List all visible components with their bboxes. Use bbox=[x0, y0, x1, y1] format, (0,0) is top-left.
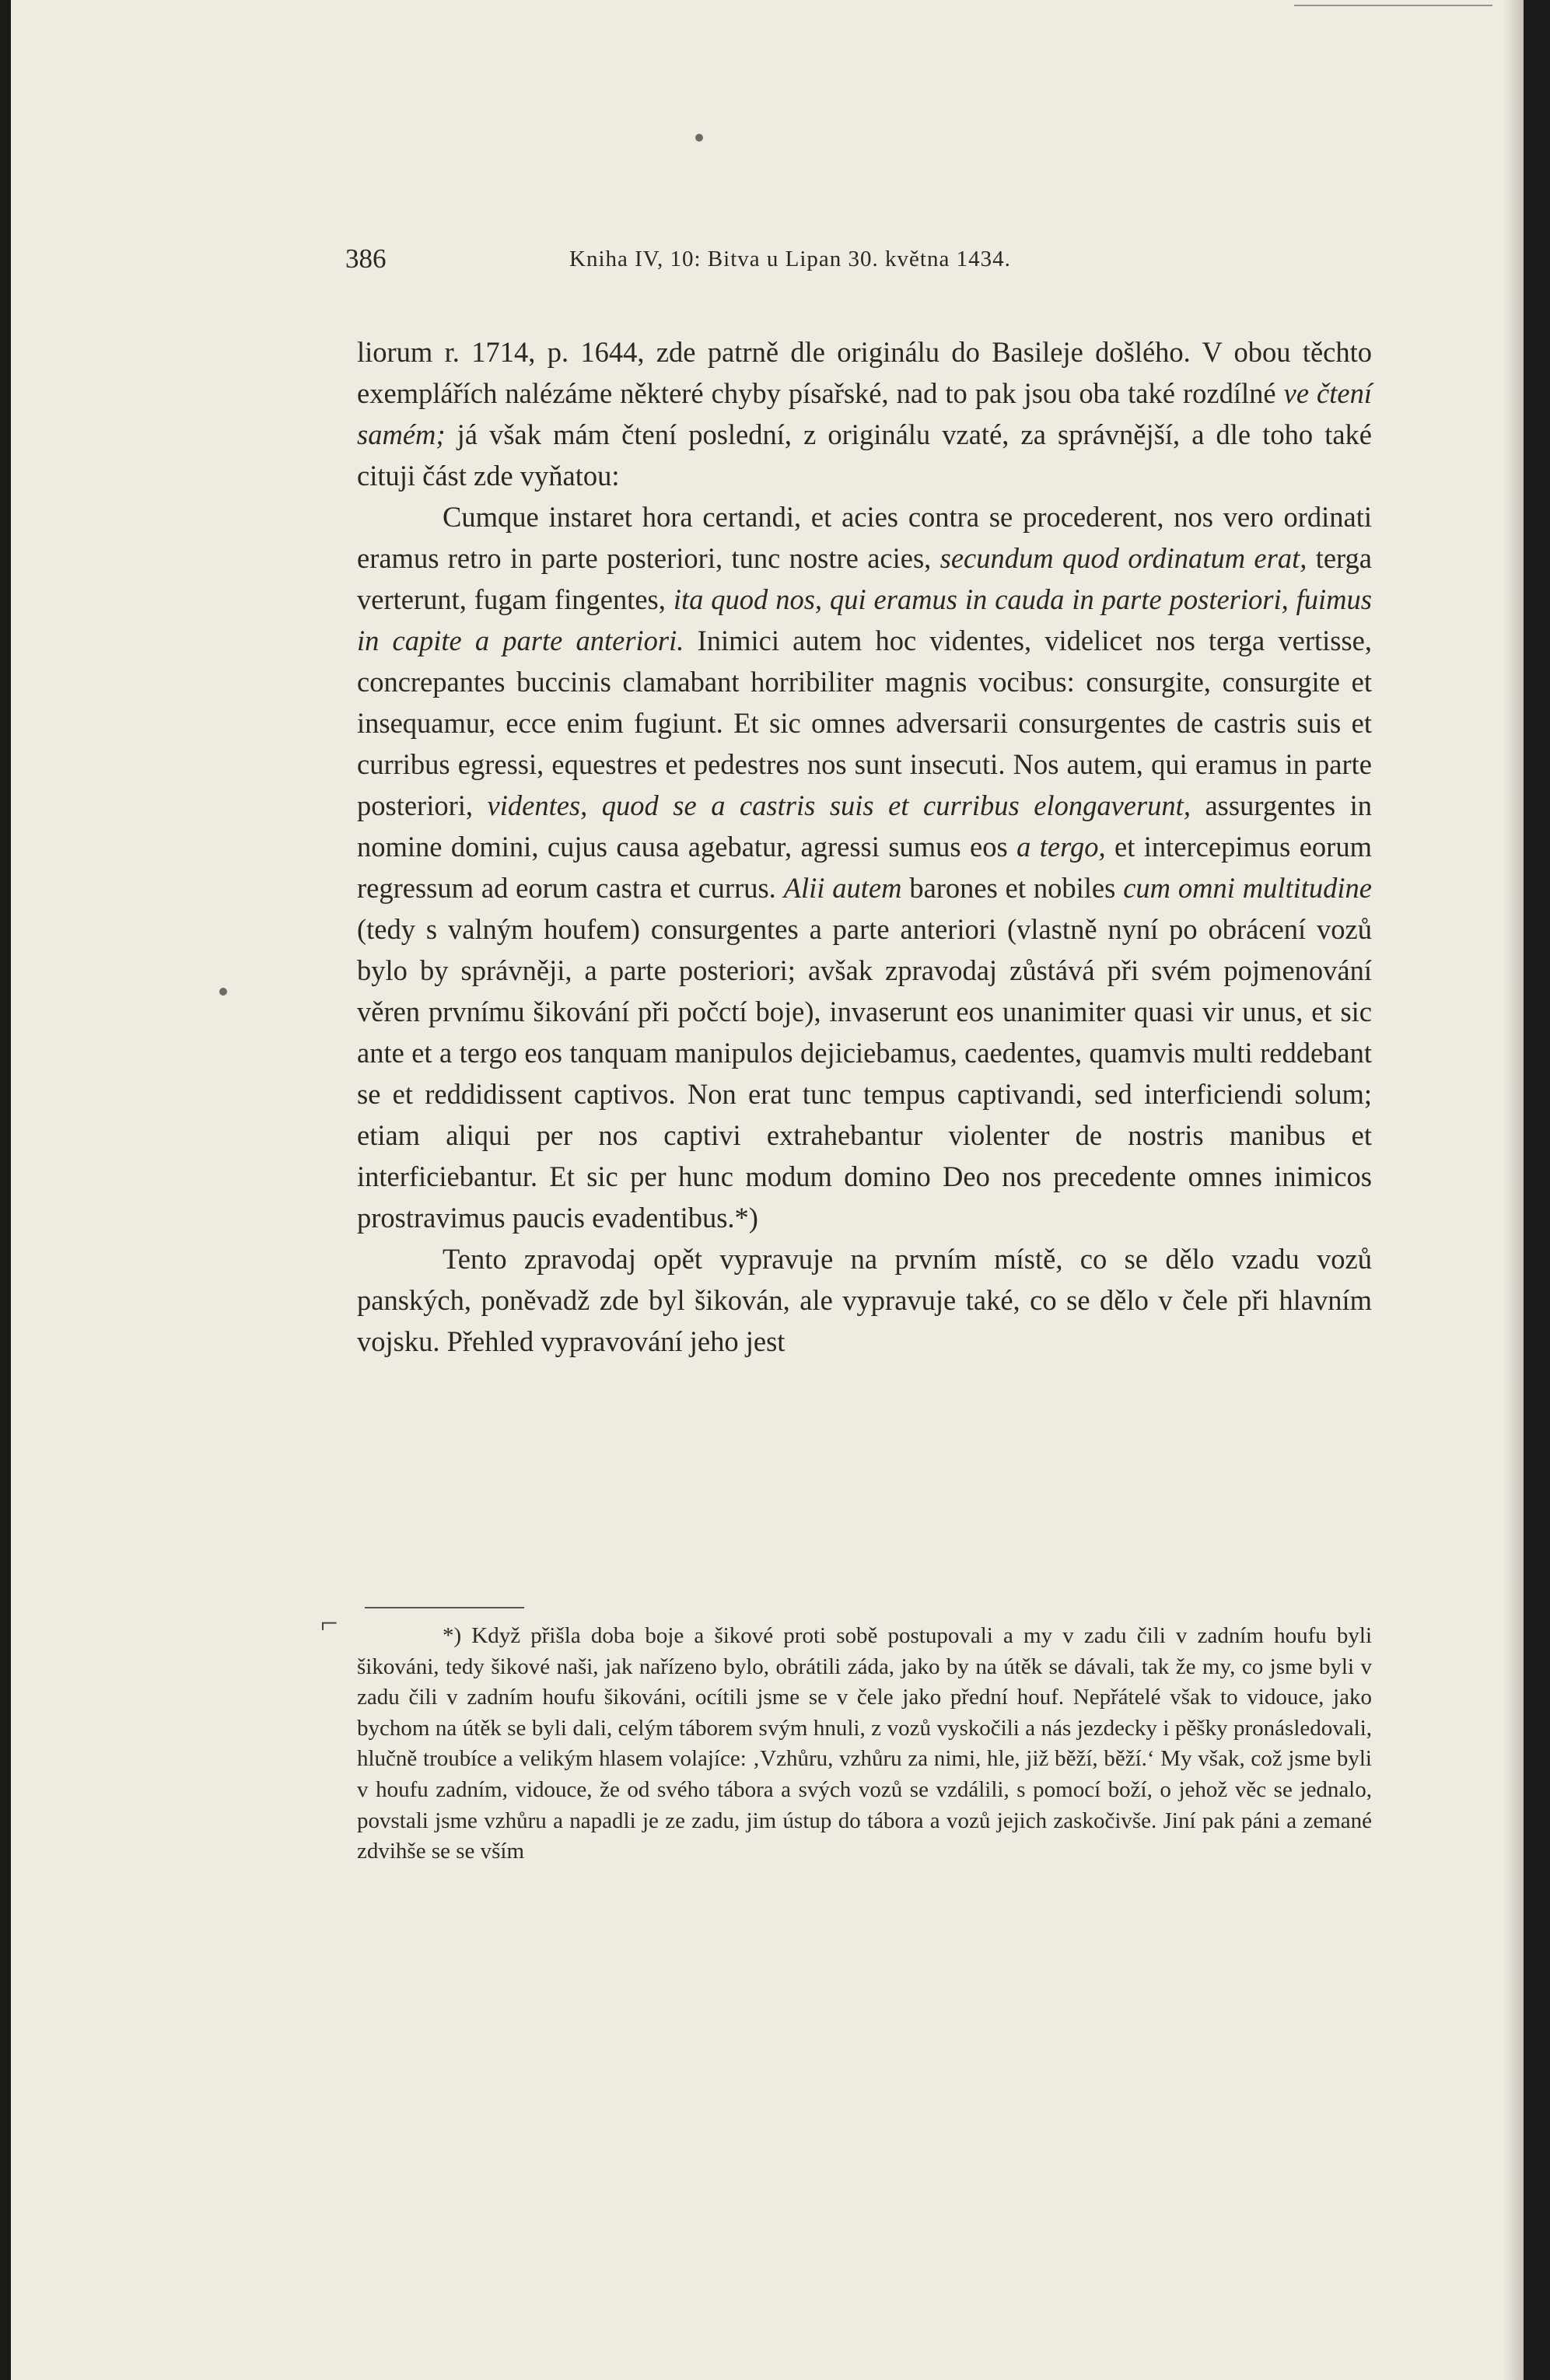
footnote bbox=[357, 1621, 1372, 1867]
italic-run: a tergo, bbox=[1016, 831, 1106, 863]
text-run: Cumque instaret hora certandi, et acies contra se procederent, nos vero ordinati eramus retro in parte posteriori, tunc nostre acies, bbox=[357, 501, 1372, 574]
page-number: 386 bbox=[345, 243, 387, 274]
italic-run: ita quod nos, qui eramus in cauda in parte posteriori, fuimus in capite a parte anteriori. bbox=[357, 583, 1372, 656]
text-run: (tedy s valným houfem) consurgentes a parte anteriori (vlastně nyní po obrácení vozů bylo by správněji, a parte posteriori; avšak zpravodaj zůstává při svém pojmenování věren prvnímu šikování při počctí boje), invaserunt eos unanimiter quasi vir unus, et sic ante et a tergo eos tanquam manipulos dejiciebamus, caedentes, quamvis multi reddebant se et reddidissent captivos. Non erat tunc tempus captivandi, sed interficiendi solum; etiam aliqui per nos captivi extrahebantur violenter de nostris manibus et interficiebantur. Et sic per hunc modum domino Deo nos precedente omnes inimicos prostravimus paucis evadentibus.*) bbox=[357, 913, 1372, 1234]
italic-run: cum omni multitudine bbox=[1123, 872, 1373, 904]
text-run: Tento zpravodaj opět vypravuje na prvním místě, co se dělo vzadu vozů panských, poněvadž zde byl šikován, ale vypravuje také, co se dělo v čele při hlavním vojsku. Přehled vypravování jeho jest bbox=[357, 1243, 1372, 1357]
page-header bbox=[345, 243, 1376, 290]
text-run: terga verterunt, fugam fingentes, bbox=[357, 542, 1372, 615]
text-run: et intercepimus eorum regressum ad eorum castra et currus. bbox=[357, 831, 1372, 904]
running-head: Kniha IV, 10: Bitva u Lipan 30. května 1434. bbox=[569, 247, 1011, 271]
paragraph-commentary bbox=[357, 1238, 1372, 1362]
italic-run: Alii autem bbox=[783, 872, 902, 904]
text-run: liorum r. 1714, p. 1644, zde patrně dle originálu do Basileje došlého. V obou těchto exemplářích nalézáme některé chyby písařské, nad to pak jsou oba také rozdílné bbox=[357, 336, 1372, 409]
top-edge-rule bbox=[1294, 5, 1492, 6]
paragraph-intro bbox=[357, 331, 1372, 496]
footnote-text: *) Když přišla doba boje a šikové proti sobě postupovali a my v zadu čili v zadním houfu byli šikováni, tedy šikové naši, jak nařízeno bylo, obrátili záda, jako by na útěk se dávali, tak že my, co jsme byli v zadu čili v zadním houfu šikováni, ocítili jsme se v čele jako přední houf. Nepřátelé však to vidouce, jako bychom na útěk se byli dali, celým táborem svým hnuli, z vozů vyskočili a nás jezdecky i pěšky pronásledovali, hlučně troubíce a velikým hlasem volajíce: ‚Vzhůru, vzhůru za nimi, hle, již běží, běží.‘ My však, což jsme byli v houfu zadním, vidouce, že od svého tábora a svých vozů se vzdálili, s pomocí boží, o jehož věc se jednalo, povstali jsme vzhůru a napadli je ze zadu, jim ústup do tábora a vozů jejich zaskočivše. Jiní pak páni a zemané zdvihše se se vším bbox=[357, 1623, 1372, 1864]
book-page bbox=[11, 0, 1524, 2380]
footnote-rule bbox=[365, 1607, 524, 1608]
speck bbox=[695, 134, 703, 142]
speck bbox=[219, 988, 227, 996]
text-run: já však mám čtení poslední, z originálu vzaté, za správnější, a dle toho také cituji část zde vyňatou: bbox=[357, 418, 1372, 492]
paragraph-latin-quote bbox=[357, 496, 1372, 1238]
italic-run: ve čtení samém; bbox=[357, 377, 1372, 450]
text-run: barones et nobiles bbox=[901, 872, 1124, 904]
italic-run: videntes, quod se a castris suis et curribus elongaverunt, bbox=[487, 789, 1191, 821]
main-text bbox=[357, 331, 1372, 1362]
pencil-mark: ⌐ bbox=[320, 1605, 338, 1640]
text-run: Inimici autem hoc videntes, videlicet nos terga vertisse, concrepantes buccinis clamabant horribiliter magnis vocibus: consurgite, consurgite et insequamur, ecce enim fugiunt. Et sic omnes adversarii consurgentes de castris suis et curribus egressi, equestres et pedestres nos sunt insecuti. Nos autem, qui eramus in parte posteriori, bbox=[357, 625, 1372, 821]
italic-run: secundum quod ordinatum erat, bbox=[939, 542, 1307, 574]
text-run: assurgentes in nomine domini, cujus causa agebatur, agressi sumus eos bbox=[357, 789, 1372, 863]
